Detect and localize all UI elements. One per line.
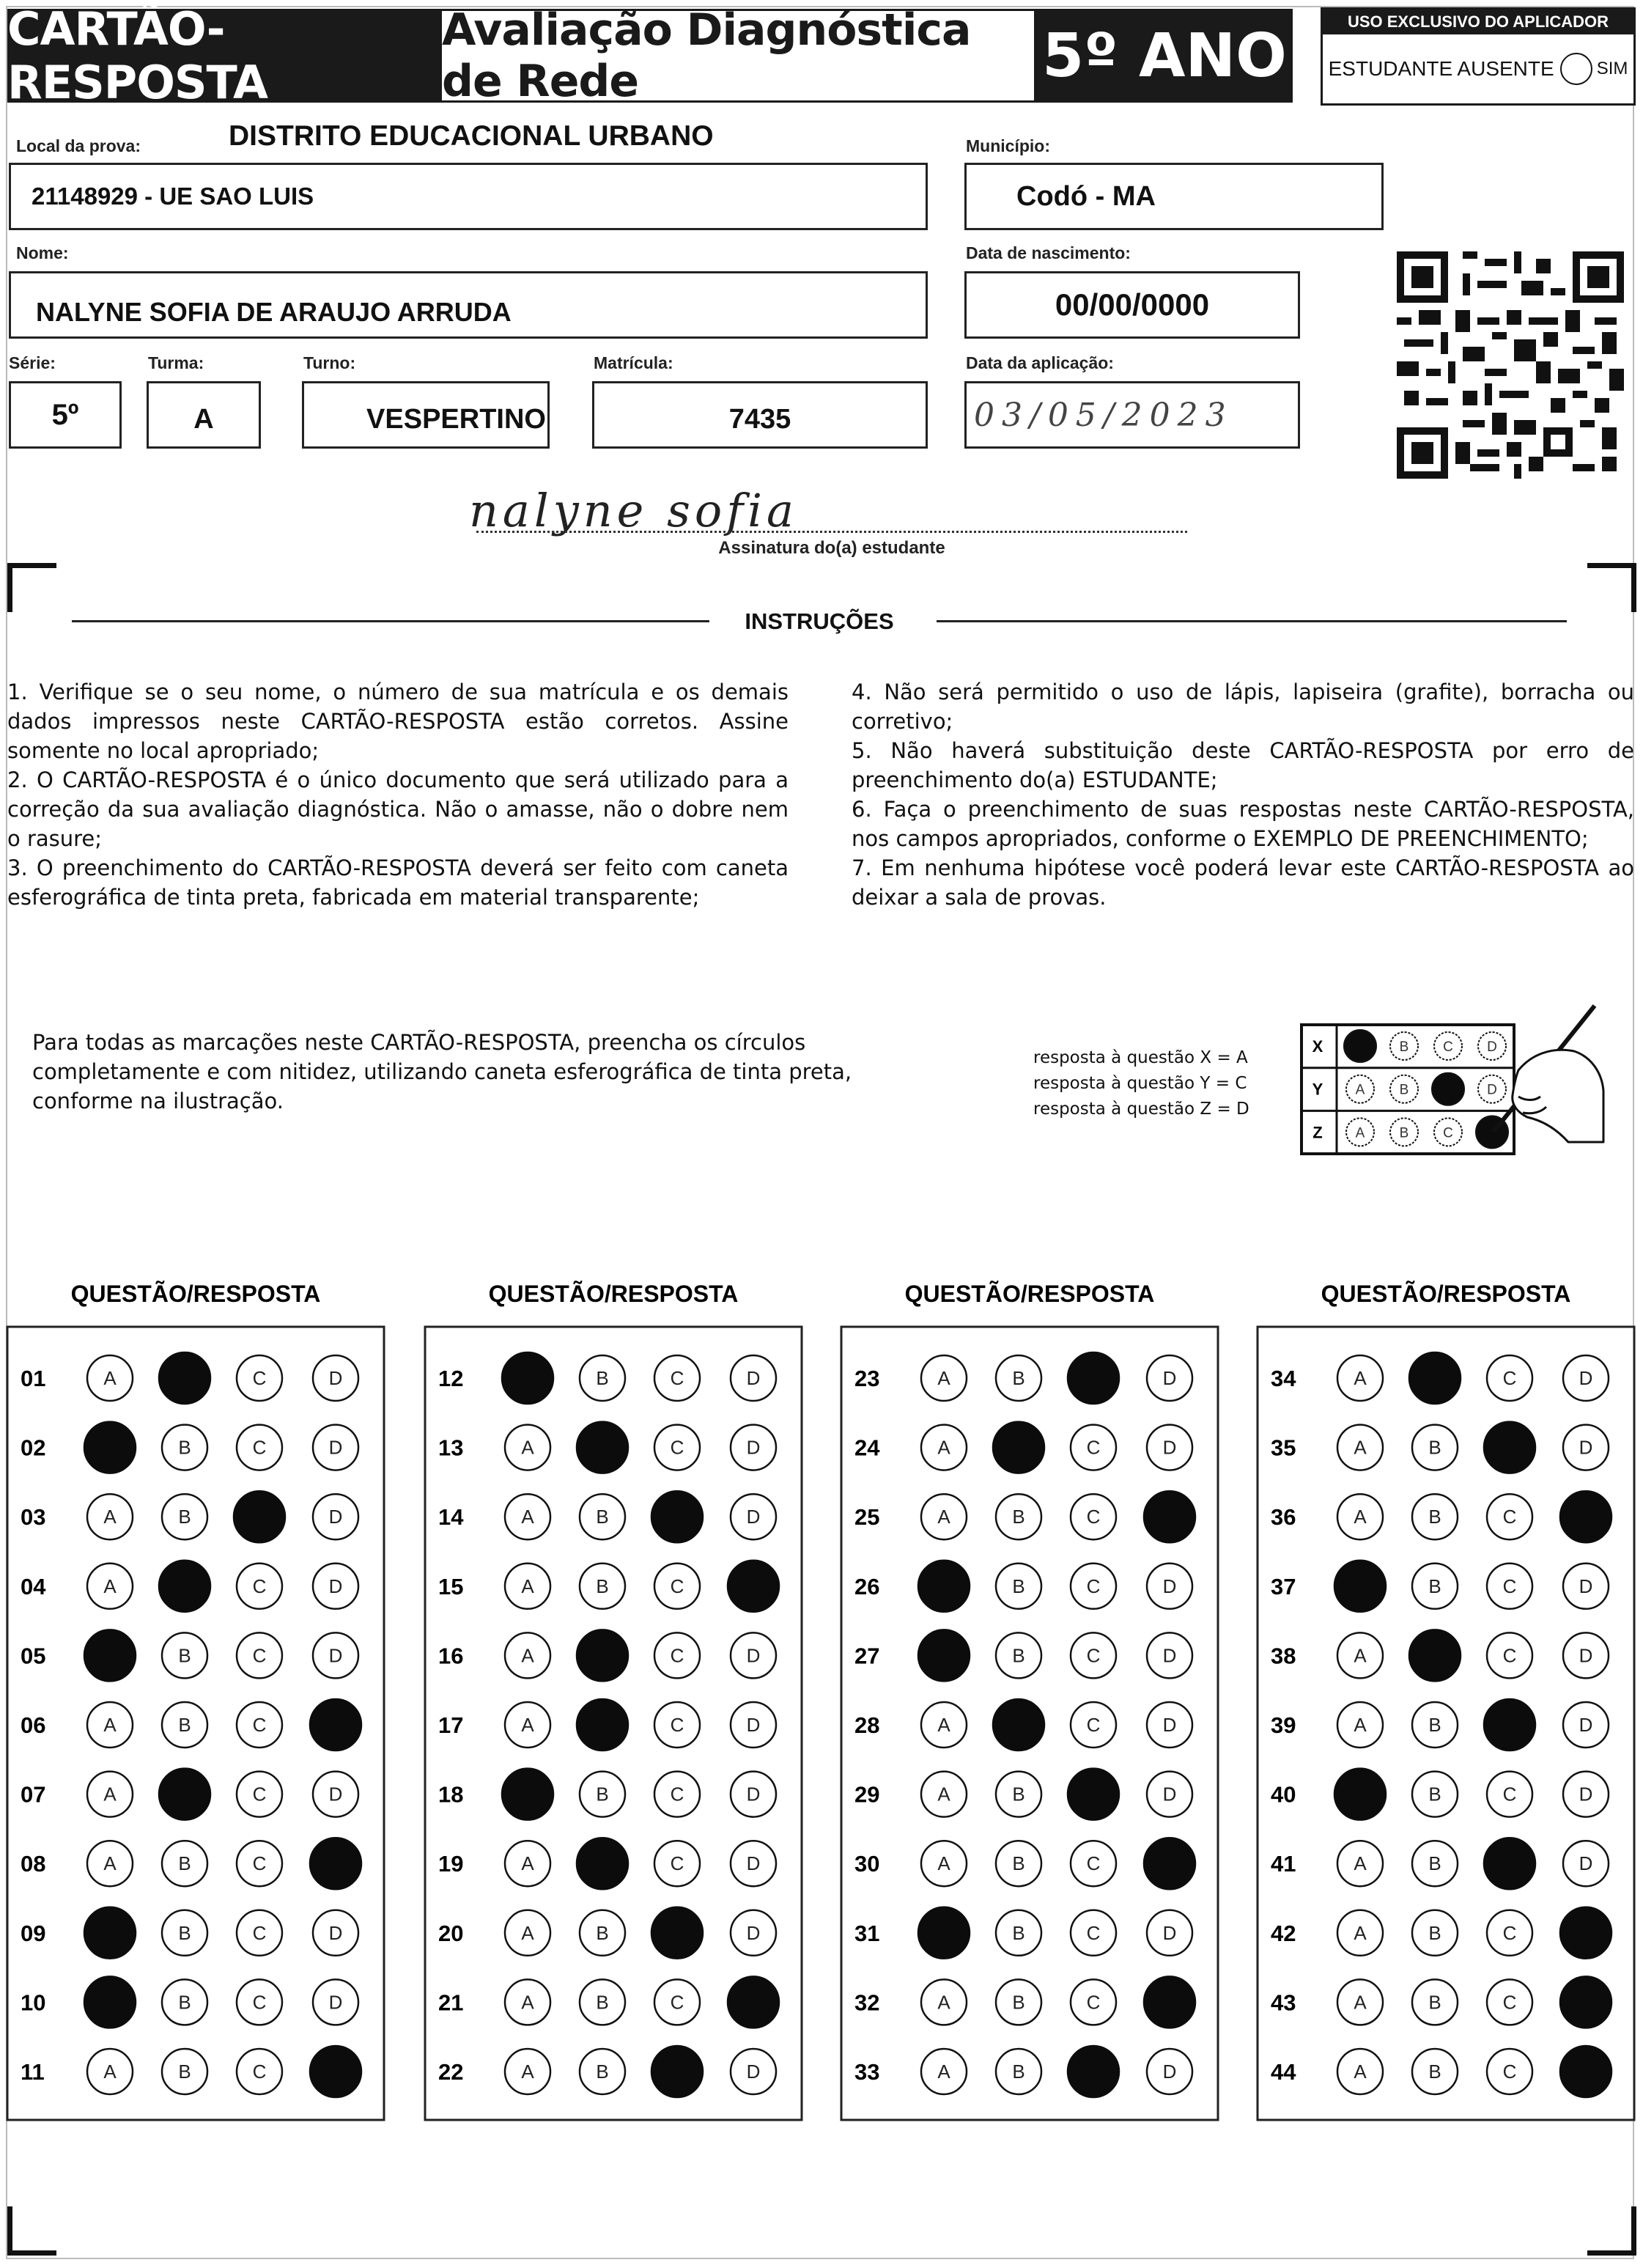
question-number: 12: [438, 1366, 464, 1391]
bubble-letter: C: [252, 1852, 267, 1875]
bubble-letter: D: [1162, 1436, 1177, 1459]
question-number: 02: [21, 1435, 46, 1461]
bubble-letter: B: [1428, 1783, 1441, 1805]
bubble-letter: D: [746, 1921, 761, 1944]
filled-bubble[interactable]: [1068, 1352, 1119, 1404]
bubble-letter: A: [937, 1367, 950, 1389]
filled-bubble[interactable]: [1560, 1491, 1611, 1542]
bubble-letter: A: [521, 1436, 534, 1459]
bubble-letter: D: [746, 1644, 761, 1667]
bubble-letter: C: [670, 1575, 684, 1597]
question-number: 15: [438, 1573, 464, 1599]
bubble-letter: D: [1162, 1714, 1177, 1736]
filled-bubble[interactable]: [234, 1491, 285, 1542]
filled-bubble[interactable]: [993, 1422, 1044, 1473]
filled-bubble[interactable]: [1484, 1838, 1535, 1889]
bubble-letter: C: [252, 1991, 267, 2014]
bubble-letter: D: [328, 1506, 343, 1528]
question-number: 44: [1271, 2059, 1296, 2085]
question-number: 32: [854, 1989, 880, 2016]
bubble-letter: B: [178, 1506, 191, 1528]
bubble-letter: D: [1162, 1921, 1177, 1944]
filled-bubble[interactable]: [84, 1907, 136, 1959]
filled-bubble[interactable]: [159, 1561, 210, 1612]
bubble-letter: C: [670, 1714, 684, 1736]
filled-bubble[interactable]: [84, 1630, 136, 1681]
bubble-letter: C: [1502, 2061, 1517, 2083]
bubble-letter: C: [252, 2061, 267, 2083]
column-header: QUESTÃO/RESPOSTA: [70, 1281, 321, 1307]
question-number: 14: [438, 1504, 464, 1531]
bubble-letter: A: [521, 2061, 534, 2083]
instruction-item: 2. O CARTÃO-RESPOSTA é o único documento que será utilizado para a correção da sua avaliação diagnóstica. Não o amasse, não o dobre nem o rasure;: [7, 767, 789, 851]
bubble-letter: A: [103, 1714, 117, 1736]
question-number: 36: [1271, 1504, 1296, 1531]
turno-label: Turno:: [303, 353, 356, 372]
bubble-letter: B: [1012, 1991, 1025, 2014]
bubble-letter: A: [521, 1991, 534, 2014]
column-header: QUESTÃO/RESPOSTA: [488, 1281, 739, 1307]
bubble-letter: D: [1579, 1783, 1593, 1805]
answer-grid: [0, 1261, 1643, 2126]
bubble-letter: D: [328, 1644, 343, 1667]
question-number: 31: [854, 1920, 880, 1946]
bubble-letter: B: [596, 1783, 609, 1805]
instruction-item: 6. Faça o preenchimento de suas respostas neste CARTÃO-RESPOSTA, nos campos apropriados, conforme o EXEMPLO DE PREENCHIMENTO;: [852, 797, 1634, 851]
bubble-letter: D: [328, 1921, 343, 1944]
bubble-letter: B: [1012, 1644, 1025, 1667]
question-number: 33: [854, 2059, 880, 2085]
bubble-letter: B: [1428, 2061, 1441, 2083]
question-number: 21: [438, 1989, 464, 2016]
bubble-letter: D: [1162, 1783, 1177, 1805]
corner-mark-top-right: [1587, 563, 1636, 612]
absent-label: ESTUDANTE AUSENTE: [1328, 57, 1554, 80]
filled-bubble[interactable]: [577, 1699, 628, 1750]
bubble-letter: D: [1162, 2061, 1177, 2083]
bubble-letter: C: [252, 1575, 267, 1597]
column-header: QUESTÃO/RESPOSTA: [904, 1281, 1155, 1307]
bubble-letter: A: [937, 1852, 950, 1875]
bubble-letter: D: [1162, 1644, 1177, 1667]
filled-bubble[interactable]: [651, 1491, 703, 1542]
bubble-letter: C: [1086, 1575, 1101, 1597]
bubble-letter: C: [1086, 1714, 1101, 1736]
instruction-item: 5. Não haverá substituição deste CARTÃO-RESPOSTA por erro de preenchimento do(a) ESTUDANTE;: [852, 738, 1634, 792]
filled-bubble[interactable]: [918, 1907, 970, 1959]
bubble-letter: B: [1012, 1852, 1025, 1875]
bubble-letter: A: [521, 1714, 534, 1736]
bubble-letter: C: [670, 1783, 684, 1805]
filled-bubble[interactable]: [1560, 2046, 1611, 2097]
bubble-letter: B: [178, 1852, 191, 1875]
question-number: 23: [854, 1366, 880, 1391]
bubble-letter: C: [1086, 1991, 1101, 2014]
bubble-letter: C: [1502, 1575, 1517, 1597]
question-number: 01: [21, 1366, 46, 1391]
qr-code-icon: [1397, 251, 1624, 479]
question-number: 20: [438, 1920, 464, 1946]
example-line: resposta à questão Y = C: [1033, 1074, 1247, 1093]
fill-example-illustration: [1299, 1003, 1606, 1157]
bubble-letter: B: [596, 1575, 609, 1597]
bubble-letter: C: [670, 1852, 684, 1875]
bubble-letter: D: [1579, 1852, 1593, 1875]
nome-field: NALYNE SOFIA DE ARAUJO ARRUDA: [9, 271, 928, 339]
example-bubble-letter: D: [1487, 1082, 1497, 1098]
bubble-letter: A: [1354, 1436, 1367, 1459]
filled-bubble[interactable]: [577, 1422, 628, 1473]
filled-bubble[interactable]: [728, 1976, 779, 2028]
bubble-letter: D: [1579, 1714, 1593, 1736]
bubble-letter: D: [746, 1367, 761, 1389]
example-bubble-letter: B: [1399, 1125, 1409, 1141]
bubble-letter: A: [1354, 1644, 1367, 1667]
question-number: 19: [438, 1851, 464, 1877]
bubble-letter: A: [937, 1506, 950, 1528]
question-number: 25: [854, 1504, 880, 1531]
nome-label: Nome:: [16, 243, 69, 262]
filled-bubble[interactable]: [1144, 1838, 1195, 1889]
corner-mark-bottom-left: [7, 2206, 56, 2256]
question-number: 41: [1271, 1851, 1296, 1877]
filled-bubble[interactable]: [918, 1561, 970, 1612]
filled-bubble[interactable]: [1144, 1491, 1195, 1542]
turno-field: VESPERTINO: [302, 381, 550, 449]
bubble-letter: D: [328, 1575, 343, 1597]
absent-yes-label: SIM: [1596, 59, 1628, 78]
bubble-letter: B: [1012, 2061, 1025, 2083]
bubble-letter: D: [328, 1991, 343, 2014]
filled-bubble[interactable]: [1409, 1630, 1461, 1681]
bubble-letter: B: [1012, 1575, 1025, 1597]
bubble-letter: C: [1086, 1852, 1101, 1875]
bubble-letter: B: [178, 1714, 191, 1736]
filled-bubble[interactable]: [1068, 1769, 1119, 1820]
instruction-item: 3. O preenchimento do CARTÃO-RESPOSTA deverá ser feito com caneta esferográfica de tinta preta, fabricada em material transparente;: [7, 855, 789, 910]
bubble-letter: B: [1428, 1921, 1441, 1944]
bubble-letter: C: [670, 1991, 684, 2014]
corner-mark-bottom-right: [1587, 2206, 1636, 2256]
filled-bubble[interactable]: [728, 1561, 779, 1612]
bubble-letter: C: [252, 1644, 267, 1667]
bubble-letter: B: [1428, 1991, 1441, 2014]
applicator-box-title: USO EXCLUSIVO DO APLICADOR: [1323, 10, 1633, 34]
bubble-letter: B: [1012, 1783, 1025, 1805]
example-line: resposta à questão X = A: [1033, 1048, 1248, 1067]
bubble-letter: C: [252, 1714, 267, 1736]
bubble-letter: B: [1012, 1367, 1025, 1389]
question-number: 17: [438, 1712, 464, 1738]
nascimento-label: Data de nascimento:: [966, 243, 1131, 262]
bubble-letter: A: [937, 1436, 950, 1459]
filled-bubble[interactable]: [1334, 1769, 1386, 1820]
matricula-label: Matrícula:: [594, 353, 673, 372]
question-number: 13: [438, 1435, 464, 1461]
bubble-letter: B: [1428, 1436, 1441, 1459]
signature-label: Assinatura do(a) estudante: [718, 538, 945, 558]
instructions-left-column: [7, 677, 789, 912]
bubble-letter: A: [937, 1783, 950, 1805]
fill-note: Para todas as marcações neste CARTÃO-RESPOSTA, preencha os círculos completamente e com nitidez, utilizando caneta esferográfica de tinta preta, conforme na ilustração.: [32, 1030, 852, 1113]
bubble-letter: A: [103, 1506, 117, 1528]
bubble-letter: A: [937, 2061, 950, 2083]
example-bubble-letter: B: [1399, 1082, 1409, 1098]
bubble-letter: B: [178, 1644, 191, 1667]
bubble-letter: A: [937, 1991, 950, 2014]
bubble-letter: A: [103, 1852, 117, 1875]
question-number: 39: [1271, 1712, 1296, 1738]
bubble-letter: A: [103, 1367, 117, 1389]
bubble-letter: C: [1086, 1436, 1101, 1459]
question-number: 05: [21, 1643, 46, 1669]
bubble-letter: B: [1428, 1575, 1441, 1597]
example-bubble-letter: A: [1355, 1125, 1365, 1141]
bubble-letter: A: [1354, 1367, 1367, 1389]
turma-label: Turma:: [148, 353, 204, 372]
question-number: 03: [21, 1504, 46, 1531]
question-number: 35: [1271, 1435, 1296, 1461]
filled-bubble[interactable]: [159, 1769, 210, 1820]
bubble-letter: B: [1428, 1852, 1441, 1875]
school-field: 21148929 - UE SAO LUIS: [9, 163, 928, 230]
bubble-letter: D: [1579, 1644, 1593, 1667]
municipio-label: Município:: [966, 136, 1050, 155]
example-bubble-letter: A: [1355, 1082, 1365, 1098]
instructions-rule-right: [937, 620, 1567, 622]
bubble-letter: C: [670, 1644, 684, 1667]
filled-bubble[interactable]: [1560, 1976, 1611, 2028]
bubble-letter: A: [521, 1921, 534, 1944]
question-number: 04: [21, 1573, 46, 1599]
aplicacao-label: Data da aplicação:: [966, 353, 1114, 372]
instruction-item: 4. Não será permitido o uso de lápis, lapiseira (grafite), borracha ou corretivo;: [852, 680, 1634, 734]
filled-bubble[interactable]: [1484, 1699, 1535, 1750]
bubble-letter: B: [178, 1991, 191, 2014]
instruction-item: 1. Verifique se o seu nome, o número de sua matrícula e os demais dados impressos neste CARTÃO-RESPOSTA estão corretos. Assine somente no local apropriado;: [7, 680, 789, 763]
bubble-letter: A: [521, 1575, 534, 1597]
bubble-letter: C: [1086, 1644, 1101, 1667]
filled-bubble[interactable]: [310, 1699, 361, 1750]
district-name: DISTRITO EDUCACIONAL URBANO: [229, 120, 714, 152]
bubble-letter: A: [1354, 1991, 1367, 2014]
serie-label: Série:: [9, 353, 56, 372]
filled-bubble[interactable]: [310, 2046, 361, 2097]
exam-title: Avaliação Diagnóstica de Rede: [440, 9, 1036, 103]
example-filled-bubble: [1432, 1073, 1464, 1105]
bubble-letter: C: [1502, 1506, 1517, 1528]
bubble-letter: D: [328, 1783, 343, 1805]
bubble-letter: C: [1502, 1921, 1517, 1944]
bubble-letter: A: [103, 1783, 117, 1805]
example-row-label: X: [1312, 1037, 1323, 1056]
example-lines: [1033, 1045, 1249, 1122]
example-bubble-letter: C: [1443, 1039, 1453, 1055]
bubble-letter: A: [103, 1575, 117, 1597]
instructions-rule-left: [72, 620, 709, 622]
bubble-letter: D: [746, 1436, 761, 1459]
question-number: 30: [854, 1851, 880, 1877]
bubble-letter: D: [328, 1436, 343, 1459]
bubble-letter: C: [252, 1367, 267, 1389]
bubble-letter: D: [1579, 1367, 1593, 1389]
filled-bubble[interactable]: [918, 1630, 970, 1681]
bubble-letter: D: [1162, 1367, 1177, 1389]
bubble-letter: A: [1354, 2061, 1367, 2083]
filled-bubble[interactable]: [1409, 1352, 1461, 1404]
filled-bubble[interactable]: [1484, 1422, 1535, 1473]
bubble-letter: B: [1012, 1506, 1025, 1528]
filled-bubble[interactable]: [1334, 1561, 1386, 1612]
bubble-letter: D: [328, 1367, 343, 1389]
filled-bubble[interactable]: [84, 1422, 136, 1473]
bubble-letter: B: [178, 2061, 191, 2083]
bubble-letter: D: [1579, 1436, 1593, 1459]
serie-field: 5º: [9, 381, 122, 449]
question-number: 40: [1271, 1781, 1296, 1808]
bubble-letter: D: [746, 2061, 761, 2083]
bubble-letter: A: [937, 1714, 950, 1736]
example-filled-bubble: [1344, 1030, 1376, 1062]
bubble-letter: B: [1428, 1714, 1441, 1736]
bubble-letter: B: [596, 1506, 609, 1528]
question-number: 18: [438, 1781, 464, 1808]
question-number: 24: [854, 1435, 880, 1461]
filled-bubble[interactable]: [84, 1976, 136, 2028]
bubble-letter: A: [521, 1852, 534, 1875]
bubble-letter: C: [1502, 1783, 1517, 1805]
bubble-letter: C: [252, 1783, 267, 1805]
example-bubble-letter: B: [1399, 1039, 1409, 1055]
corner-mark-top-left: [7, 563, 56, 612]
filled-bubble[interactable]: [993, 1699, 1044, 1750]
filled-bubble[interactable]: [577, 1630, 628, 1681]
filled-bubble[interactable]: [1068, 2046, 1119, 2097]
filled-bubble[interactable]: [1560, 1907, 1611, 1959]
absent-bubble[interactable]: [1560, 53, 1592, 85]
bubble-letter: C: [1502, 1644, 1517, 1667]
bubble-letter: B: [178, 1436, 191, 1459]
question-number: 43: [1271, 1989, 1296, 2016]
bubble-letter: A: [1354, 1852, 1367, 1875]
bubble-letter: D: [746, 1506, 761, 1528]
filled-bubble[interactable]: [502, 1352, 553, 1404]
question-number: 37: [1271, 1573, 1296, 1599]
grade-badge: 5º ANO: [1036, 9, 1293, 103]
question-number: 28: [854, 1712, 880, 1738]
filled-bubble[interactable]: [310, 1838, 361, 1889]
bubble-letter: B: [596, 1921, 609, 1944]
bubble-letter: A: [521, 1644, 534, 1667]
bubble-letter: C: [1502, 1367, 1517, 1389]
question-number: 09: [21, 1920, 46, 1946]
question-number: 27: [854, 1643, 880, 1669]
bubble-letter: B: [596, 2061, 609, 2083]
question-number: 16: [438, 1643, 464, 1669]
bubble-letter: D: [1162, 1575, 1177, 1597]
example-line: resposta à questão Z = D: [1033, 1100, 1249, 1119]
bubble-letter: B: [178, 1921, 191, 1944]
turma-field: A: [147, 381, 261, 449]
filled-bubble[interactable]: [1144, 1976, 1195, 2028]
signature: nalyne sofia: [469, 484, 798, 537]
instructions-title: INSTRUÇÕES: [745, 608, 894, 634]
card-title: CARTÃO-RESPOSTA: [7, 9, 440, 103]
filled-bubble[interactable]: [651, 2046, 703, 2097]
question-number: 26: [854, 1573, 880, 1599]
bubble-letter: A: [1354, 1714, 1367, 1736]
municipio-field: Codó - MA: [964, 163, 1384, 230]
instruction-item: 7. Em nenhuma hipótese você poderá levar este CARTÃO-RESPOSTA ao deixar a sala de provas.: [852, 855, 1634, 910]
filled-bubble[interactable]: [502, 1769, 553, 1820]
bubble-letter: A: [521, 1506, 534, 1528]
local-label: Local da prova:: [16, 136, 141, 155]
question-number: 42: [1271, 1920, 1296, 1946]
matricula-field: 7435: [592, 381, 928, 449]
question-number: 11: [21, 2059, 45, 2085]
bubble-letter: D: [1579, 1575, 1593, 1597]
filled-bubble[interactable]: [577, 1838, 628, 1889]
bubble-letter: C: [1502, 1991, 1517, 2014]
question-number: 07: [21, 1781, 46, 1808]
example-row-label: Y: [1312, 1080, 1323, 1099]
bubble-letter: B: [596, 1367, 609, 1389]
example-bubble-letter: D: [1487, 1039, 1497, 1055]
bubble-letter: C: [1086, 1506, 1101, 1528]
filled-bubble[interactable]: [159, 1352, 210, 1404]
question-number: 34: [1271, 1366, 1296, 1391]
bubble-letter: A: [1354, 1506, 1367, 1528]
question-number: 22: [438, 2059, 464, 2085]
bubble-letter: C: [670, 1367, 684, 1389]
bubble-letter: A: [1354, 1921, 1367, 1944]
filled-bubble[interactable]: [651, 1907, 703, 1959]
bubble-letter: D: [746, 1852, 761, 1875]
applicator-box: [1321, 7, 1636, 106]
question-number: 08: [21, 1851, 46, 1877]
bubble-letter: D: [746, 1783, 761, 1805]
question-number: 06: [21, 1712, 46, 1738]
question-number: 38: [1271, 1643, 1296, 1669]
question-number: 10: [21, 1989, 46, 2016]
instructions-right-column: [852, 677, 1634, 912]
example-row-label: Z: [1312, 1123, 1323, 1142]
bubble-letter: B: [596, 1991, 609, 2014]
example-bubble-letter: C: [1443, 1125, 1453, 1141]
signature-line: [476, 531, 1187, 533]
bubble-letter: C: [670, 1436, 684, 1459]
bubble-letter: C: [252, 1436, 267, 1459]
aplicacao-field: 03/05/2023: [964, 381, 1300, 449]
bubble-letter: C: [252, 1921, 267, 1944]
bubble-letter: B: [1428, 1506, 1441, 1528]
bubble-letter: D: [746, 1714, 761, 1736]
nascimento-field: 00/00/0000: [964, 271, 1300, 339]
question-number: 29: [854, 1781, 880, 1808]
column-header: QUESTÃO/RESPOSTA: [1321, 1281, 1571, 1307]
bubble-letter: B: [1012, 1921, 1025, 1944]
bubble-letter: A: [103, 2061, 117, 2083]
bubble-letter: C: [1086, 1921, 1101, 1944]
